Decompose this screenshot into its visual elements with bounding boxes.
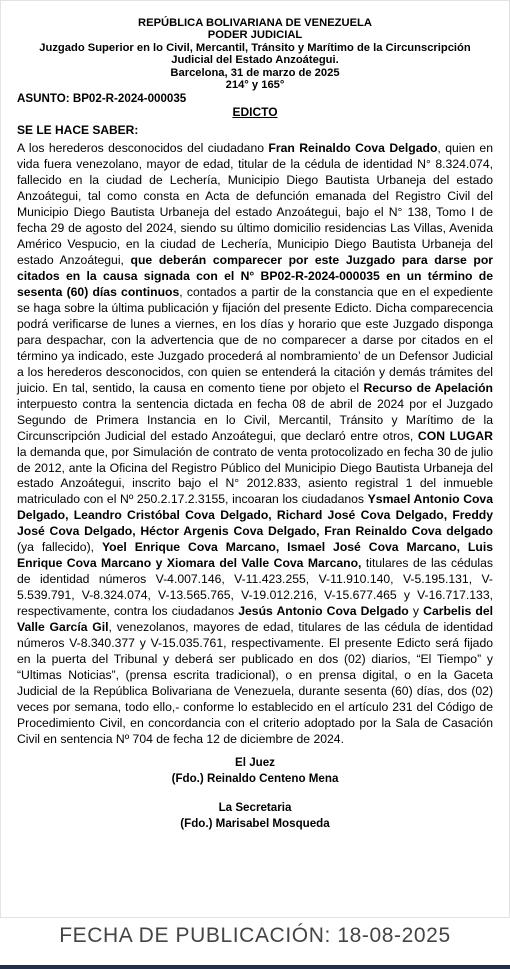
body-bold-segment: Fran Reinaldo Cova Delgado — [268, 141, 438, 156]
edict-body — [17, 141, 493, 747]
header-place-date: Barcelona, 31 de marzo de 2025 — [170, 66, 340, 79]
body-text-segment: interpuesto contra la sentencia dictada en fecha 08 de abril de 2024 por el Juzgado Segundo de Primera Instancia en lo Civil, Mercantil, Tránsito y Marítimo de la Circunscripción Judicial del estado Anzoátegui, que declaró entre otros, — [17, 396, 493, 443]
judge-name: (Fdo.) Reinaldo Centeno Mena — [171, 771, 339, 785]
intro-heading: SE LE HACE SABER: — [17, 123, 139, 138]
body-bold-segment: CON LUGAR — [417, 428, 493, 443]
publication-date: FECHA DE PUBLICACIÓN: 18-08-2025 — [59, 924, 451, 947]
header-years: 214° y 165° — [225, 79, 285, 92]
body-bold-segment: Ysmael Antonio Cova Delgado, Leandro Cristóbal Cova Delgado, Richard José Cova Delgado, Freddy José Cova Delgado, Héctor Argenis Cova Delgado, Fran Reinaldo Cova delgado — [17, 492, 493, 539]
document-title: EDICTO — [232, 105, 278, 120]
secretary-title: La Secretaria — [218, 800, 292, 814]
body-text-segment: A los herederos desconocidos del ciudadano — [17, 141, 269, 156]
header-republic: REPÚBLICA BOLIVARIANA DE VENEZUELA — [138, 17, 372, 29]
header-judicial-power: PODER JUDICIAL — [207, 29, 303, 42]
header-court: Juzgado Superior en lo Civil, Mercantil, Tránsito y Marítimo de la Circunscripción — [39, 41, 471, 54]
body-text-segment: , quien en vida fuera venezolano, mayor de edad, titular de la cédula de identidad N° 8.324.074, fallecido en la ciudad de Lechería, Municipio Diego Bautista Urbaneja del estado Anzoátegui, tal como consta en Acta de defunción emanada del Registro Civil del Municipio Diego Bautista Urbaneja del estado Anzoátegui, bajo el N° 138, Tomo I de fecha 29 de agosto del 2024, siendo su último domicilio residencias Las Villas, Avenida Américo Vespucio, en la ciudad de Lechería, Municipio Diego Bautista Urbaneja del estado Anzoátegui, — [17, 141, 493, 268]
judge-title: El Juez — [235, 755, 275, 769]
body-bold-segment: que deberán comparecer por este Juzgado para darse por citados en la causa signada con el N° BP02-R-2024-000035 en un término de sesenta (60) días continuos — [17, 253, 494, 300]
header-court-state: Judicial del Estado Anzoátegui. — [171, 54, 339, 67]
body-text-segment: y — [408, 604, 424, 619]
secretary-name: (Fdo.) Marisabel Mosqueda — [180, 816, 330, 830]
document-header — [17, 17, 493, 91]
footer-rule — [0, 965, 510, 969]
body-text-segment: titulares de las cédulas de identidad números V-4.007.146, V-11.423.255, V-11.910.140, V-5.195.131, V-5.539.791, V-8.324.074, V-13.565.765, V-19.012.216, V-15.677.465 y V-16.717.133, respectivamente, contra los ciudadanos — [17, 556, 493, 619]
body-text-segment: , contados a partir de la constancia que en el expediente se haga sobre la última publicación y fijación del presente Edicto. Dicha comparecencia podrá verificarse de lunes a viernes, en los días y horario que este Juzgado disponga para despachar, con la advertencia que de no comparecer a darse por citados en el término ya indicado, este Juzgado procederá al nombramiento’ de un Defensor Judicial a los herederos desconocidos, con quien se entenderá la citación y demás trámites del juicio. En tal, sentido, la causa en comento tiene por objeto el — [17, 285, 493, 395]
body-bold-segment: Recurso de Apelación — [363, 380, 494, 395]
body-text-segment: (ya fallecido), — [17, 540, 102, 555]
body-bold-segment: Jesús Antonio Cova Delgado — [238, 604, 409, 619]
body-bold-segment: Carbelis del Valle García Gil — [17, 604, 494, 635]
body-bold-segment: Yoel Enrique Cova Marcano, Ismael José Cova Marcano, Luis Enrique Cova Marcano y Xiomara del Valle Cova Marcano, — [17, 540, 493, 571]
body-text-segment: la demanda que, por Simulación de contrato de venta protocolizado en fecha 30 de julio de 2012, ante la Oficina del Registro Público del Municipio Diego Bautista Urbaneja del estado Anzoátegui, inscrito bajo el N° 2012.833, asiento registral 1 del inmueble matriculado con el Nº 250.2.17.2.3155, incoaran los ciudadanos — [17, 444, 493, 507]
case-number: ASUNTO: BP02-R-2024-000035 — [17, 92, 187, 106]
body-text-segment: , venezolanos, mayores de edad, titulares de las cédula de identidad números V-8.340.377 y V-15.035.761, respectivamente. El presente Edicto será fijado en la puerta del Tribunal y deberá ser publicado en dos (02) diarios, “El Tiempo” y “Ultimas Noticias”, (prensa escrita tradicional), o en prensa digital, o en la Gaceta Judicial de la República Bolivariana de Venezuela, durante sesenta (60) días, dos (02) veces por semana, todo ello,- conforme lo establecido en el artículo 231 del Código de Procedimiento Civil, en concordancia con el criterio adoptado por la Sala de Casación Civil en sentencia Nº 704 de fecha 12 de diciembre de 2024. — [17, 620, 493, 746]
publication-footer — [0, 918, 510, 969]
